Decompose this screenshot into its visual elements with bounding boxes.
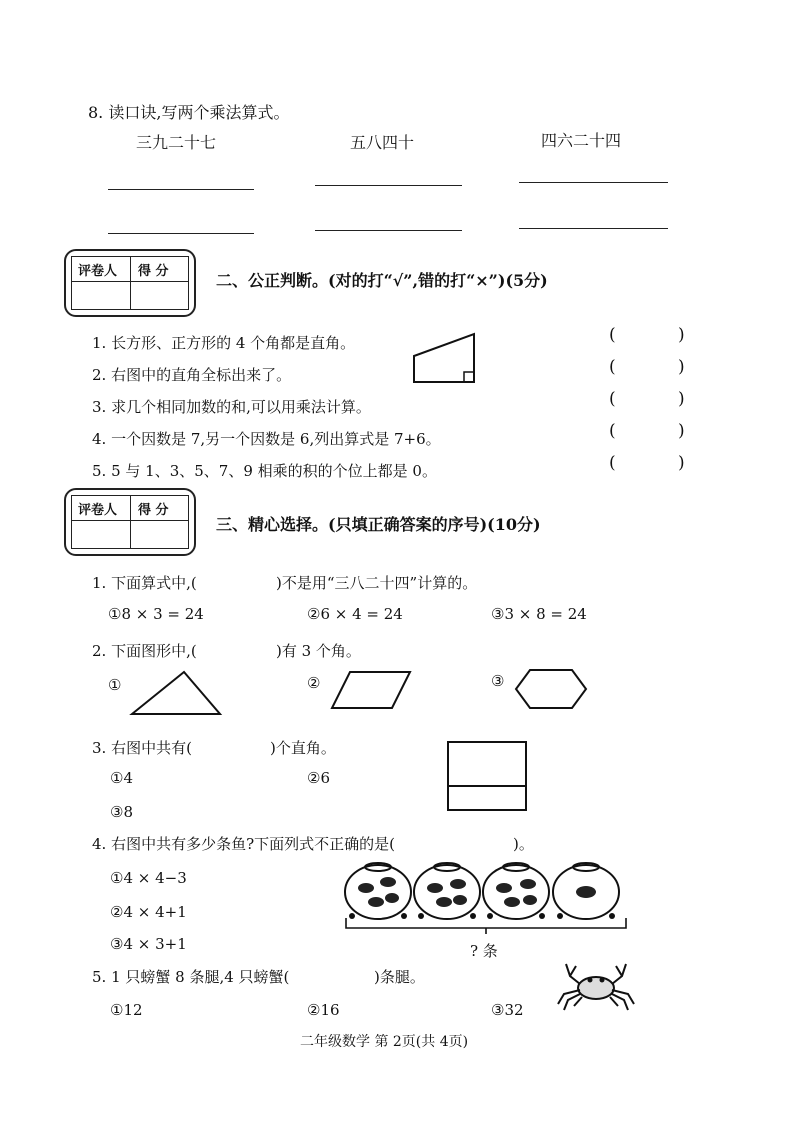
answer-paren-open[interactable]: ( — [609, 389, 616, 409]
s3-q5-stem-b: )条腿。 — [374, 968, 425, 986]
s3-q1-opt-2[interactable]: ②6 × 4 = 24 — [307, 605, 403, 623]
score-box-grader: 评卷人 — [78, 264, 118, 279]
section2-title: 二、公正判断。(对的打“√”,错的打“×”)(5分) — [216, 271, 548, 290]
s3-q2-stem-b: )有 3 个角。 — [276, 642, 361, 660]
score-box — [64, 249, 196, 317]
answer-paren-open[interactable]: ( — [609, 453, 616, 473]
answer-paren-close: ) — [678, 389, 685, 409]
s2-item-1: 1. 长方形、正方形的 4 个角都是直角。 — [92, 334, 356, 352]
s3-q5-opt-3[interactable]: ③32 — [491, 1001, 524, 1019]
s3-q4-opt-1[interactable]: ①4 × 4−3 — [110, 869, 187, 887]
s3-q1-opt-1[interactable]: ①8 × 3 = 24 — [108, 605, 204, 623]
answer-paren-close: ) — [678, 453, 685, 473]
fish-bowls-illustration — [340, 858, 636, 938]
s3-q2-opt-3[interactable]: ③ — [491, 672, 505, 690]
right-angle-trapezoid-figure — [408, 330, 478, 386]
s2-item-4: 4. 一个因数是 7,另一个因数是 6,列出算式是 7+6。 — [92, 430, 441, 448]
s3-q3-opt-3[interactable]: ③8 — [110, 803, 133, 821]
s3-q2-stem-a: 2. 下面图形中,( — [92, 642, 197, 660]
s3-q3-stem-b: )个直角。 — [270, 739, 336, 757]
score-box-score: 得 分 — [138, 264, 169, 279]
rectangle-split-figure — [446, 740, 528, 812]
s3-q2-opt-1[interactable]: ① — [108, 676, 122, 694]
section3-title: 三、精心选择。(只填正确答案的序号)(10分) — [216, 515, 541, 534]
q8-title: 8. 读口诀,写两个乘法算式。 — [88, 103, 290, 122]
s3-q1-stem-a: 1. 下面算式中,( — [92, 574, 197, 592]
s3-q5-stem-a: 5. 1 只螃蟹 8 条腿,4 只螃蟹( — [92, 968, 290, 986]
answer-line[interactable] — [108, 189, 254, 190]
page-footer: 二年级数学 第 2页(共 4页) — [300, 1034, 469, 1050]
s3-q4-opt-2[interactable]: ②4 × 4+1 — [110, 903, 187, 921]
answer-paren-open[interactable]: ( — [609, 421, 616, 441]
hexagon-shape — [514, 668, 588, 712]
score-box — [64, 488, 196, 556]
s3-q4-stem-a: 4. 右图中共有多少条鱼?下面列式不正确的是( — [92, 835, 395, 853]
score-box-grader: 评卷人 — [78, 503, 118, 518]
answer-line[interactable] — [519, 182, 668, 183]
q8-item-3: 四六二十四 — [541, 131, 622, 150]
fish-count-caption: ? 条 — [470, 942, 498, 960]
s2-item-5: 5. 5 与 1、3、5、7、9 相乘的积的个位上都是 0。 — [92, 462, 437, 480]
s3-q4-opt-3[interactable]: ③4 × 3+1 — [110, 935, 187, 953]
s2-item-3: 3. 求几个相同加数的和,可以用乘法计算。 — [92, 398, 371, 416]
q8-item-2: 五八四十 — [350, 133, 415, 152]
answer-paren-open[interactable]: ( — [609, 325, 616, 345]
answer-paren-close: ) — [678, 325, 685, 345]
answer-line[interactable] — [315, 230, 462, 231]
s3-q2-opt-2[interactable]: ② — [307, 674, 321, 692]
answer-line[interactable] — [108, 233, 254, 234]
answer-line[interactable] — [519, 228, 668, 229]
s3-q1-stem-b: )不是用“三八二十四”计算的。 — [276, 574, 478, 592]
q8-item-1: 三九二十七 — [136, 133, 217, 152]
triangle-shape — [128, 668, 224, 718]
crab-illustration — [556, 956, 636, 1012]
parallelogram-shape — [330, 668, 412, 712]
s3-q5-opt-2[interactable]: ②16 — [307, 1001, 340, 1019]
s3-q3-opt-2[interactable]: ②6 — [307, 769, 330, 787]
s3-q3-stem-a: 3. 右图中共有( — [92, 739, 192, 757]
answer-line[interactable] — [315, 185, 462, 186]
answer-paren-close: ) — [678, 357, 685, 377]
s3-q5-opt-1[interactable]: ①12 — [110, 1001, 143, 1019]
answer-paren-open[interactable]: ( — [609, 357, 616, 377]
s3-q3-opt-1[interactable]: ①4 — [110, 769, 133, 787]
s3-q1-opt-3[interactable]: ③3 × 8 = 24 — [491, 605, 587, 623]
s2-item-2: 2. 右图中的直角全标出来了。 — [92, 366, 292, 384]
score-box-score: 得 分 — [138, 503, 169, 518]
s3-q4-stem-b: )。 — [513, 835, 534, 853]
answer-paren-close: ) — [678, 421, 685, 441]
